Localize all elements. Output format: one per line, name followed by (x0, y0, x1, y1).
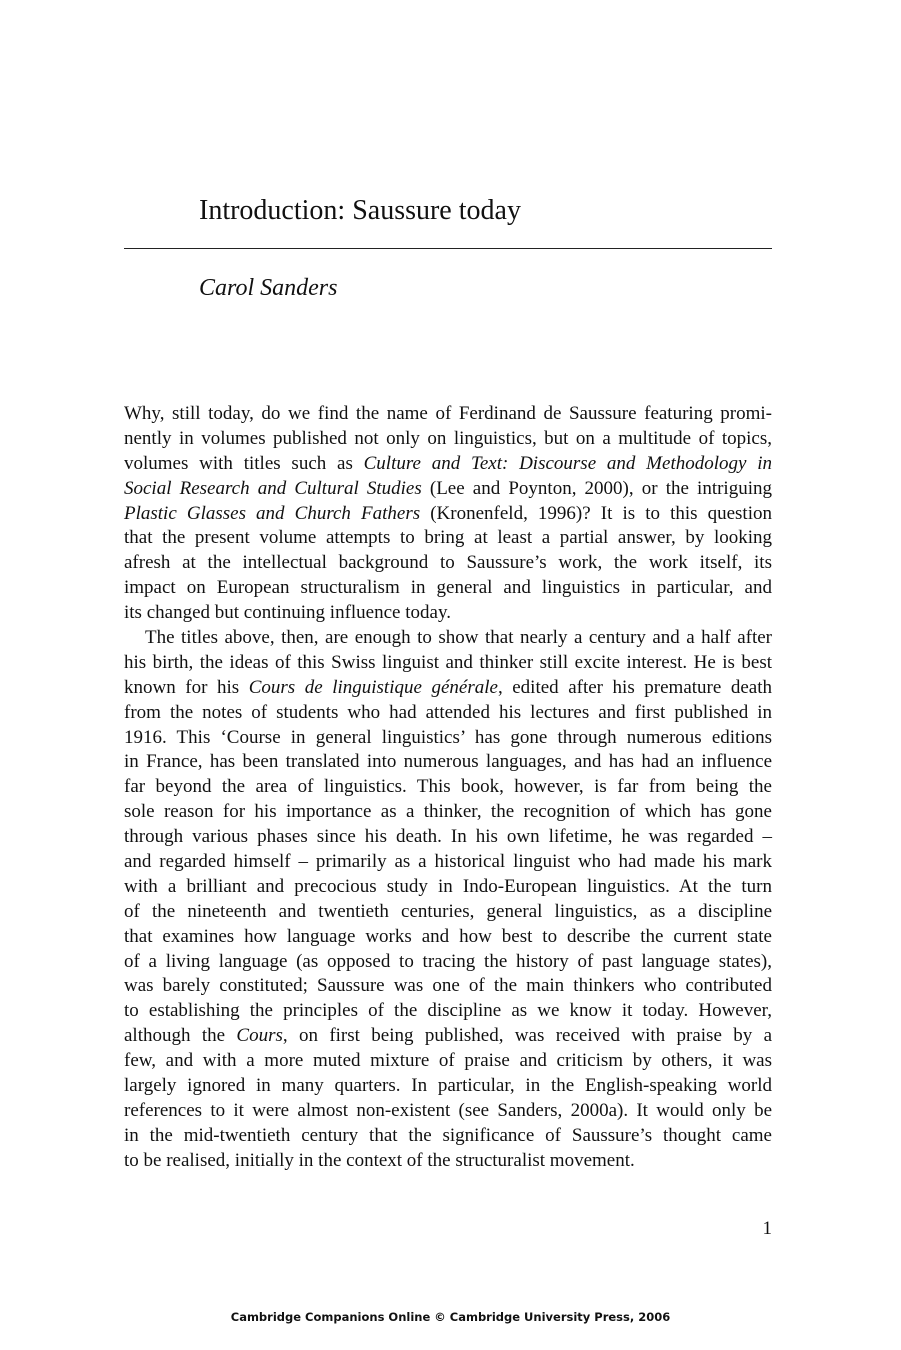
text-run: , on first being published, was received with praise by a (282, 1025, 773, 1047)
paragraph (124, 626, 772, 1174)
text-run: to establishing the principles of the discipline as we know it today. However, (124, 1000, 772, 1022)
page-number: 1 (762, 1218, 772, 1239)
text-run: of a living language (as opposed to tracing the history of past language states), (124, 950, 772, 972)
text-run: in the mid-twentieth century that the significance of Saussure’s thought came (124, 1124, 772, 1146)
text-run: and regarded himself – primarily as a historical linguist who had made his mark (124, 851, 772, 873)
text-line (124, 800, 772, 825)
text-run: far beyond the area of linguistics. This book, however, is far from being the (124, 776, 772, 798)
text-line (124, 1049, 772, 1074)
text-run: The titles above, then, are enough to show that nearly a century and a half after (145, 627, 772, 649)
text-run: largely ignored in many quarters. In particular, in the English-speaking world (124, 1075, 772, 1097)
text-run: sole reason for his importance as a thinker, the recognition of which has gone (124, 801, 772, 823)
text-line (124, 477, 772, 502)
text-line (124, 825, 772, 850)
text-line (124, 925, 772, 950)
text-run: (Lee and Poynton, 2000), or the intriguing (421, 477, 772, 499)
text-line (124, 701, 772, 726)
text-run: his birth, the ideas of this Swiss linguist and thinker still excite interest. He is best (124, 651, 772, 673)
text-run: although the (124, 1025, 237, 1047)
body-text (124, 402, 772, 1174)
text-line (124, 1124, 772, 1149)
text-line (124, 1149, 772, 1174)
text-line (124, 875, 772, 900)
text-run: references to it were almost non-existent (see Sanders, 2000a). It would only be (124, 1099, 772, 1121)
text-run: to be realised, initially in the context of the structuralist movement. (124, 1149, 635, 1171)
text-line (124, 950, 772, 975)
text-line (124, 427, 772, 452)
text-line (124, 999, 772, 1024)
text-line (124, 900, 772, 925)
text-line (124, 1074, 772, 1099)
text-run: impact on European structuralism in general and linguistics in particular, and (124, 577, 772, 599)
text-run: that the present volume attempts to bring at least a partial answer, by looking (124, 527, 772, 549)
text-line (124, 1099, 772, 1124)
text-run: nently in volumes published not only on linguistics, but on a multitude of topics, (124, 427, 772, 449)
title-rule (124, 248, 772, 249)
text-line (124, 502, 772, 527)
text-line (124, 1024, 772, 1049)
text-line (124, 974, 772, 999)
text-line (124, 726, 772, 751)
author-name: Carol Sanders (199, 275, 338, 301)
italic-title: Cours (236, 1025, 283, 1047)
text-line (124, 601, 772, 626)
text-run: few, and with a more muted mixture of praise and criticism by others, it was (124, 1050, 772, 1072)
italic-title: Cours de linguistique générale (248, 676, 498, 698)
paragraph (124, 402, 772, 626)
text-run: with a brilliant and precocious study in Indo-European linguistics. At the turn (124, 875, 772, 897)
text-run: known for his (124, 676, 249, 698)
text-run: Why, still today, do we find the name of Ferdinand de Saussure featuring promi- (124, 403, 772, 424)
text-run: from the notes of students who had attended his lectures and first published in (124, 701, 772, 723)
chapter-title: Introduction: Saussure today (199, 195, 521, 226)
text-run: volumes with titles such as (124, 452, 364, 474)
text-run: its changed but continuing influence today. (124, 602, 451, 624)
text-run: was barely constituted; Saussure was one of the main thinkers who contributed (124, 975, 772, 997)
text-run: in France, has been translated into numerous languages, and has had an influence (124, 751, 772, 773)
text-line (124, 651, 772, 676)
text-line (124, 775, 772, 800)
text-line (124, 402, 772, 427)
text-run: afresh at the intellectual background to Saussure’s work, the work itself, its (124, 552, 772, 574)
text-run: 1916. This ‘Course in general linguistics’ has gone through numerous editions (124, 726, 772, 748)
italic-title: Culture and Text: Discourse and Methodology in (363, 452, 772, 474)
text-run: that examines how language works and how best to describe the current state (124, 925, 772, 947)
text-line (124, 452, 772, 477)
text-line (124, 551, 772, 576)
text-run: (Kronenfeld, 1996)? It is to this question (420, 502, 772, 524)
text-run: through various phases since his death. In his own lifetime, he was regarded – (124, 826, 772, 848)
italic-title: Social Research and Cultural Studies (124, 477, 422, 499)
text-line (124, 526, 772, 551)
text-line (124, 676, 772, 701)
text-line (124, 850, 772, 875)
text-line (124, 626, 772, 651)
text-run: , edited after his premature death (497, 676, 772, 698)
text-run: of the nineteenth and twentieth centuries, general linguistics, as a discipline (124, 900, 772, 922)
text-line (124, 750, 772, 775)
text-line (124, 576, 772, 601)
italic-title: Plastic Glasses and Church Fathers (124, 502, 421, 524)
copyright-footer: Cambridge Companions Online © Cambridge University Press, 2006 (230, 1310, 671, 1324)
